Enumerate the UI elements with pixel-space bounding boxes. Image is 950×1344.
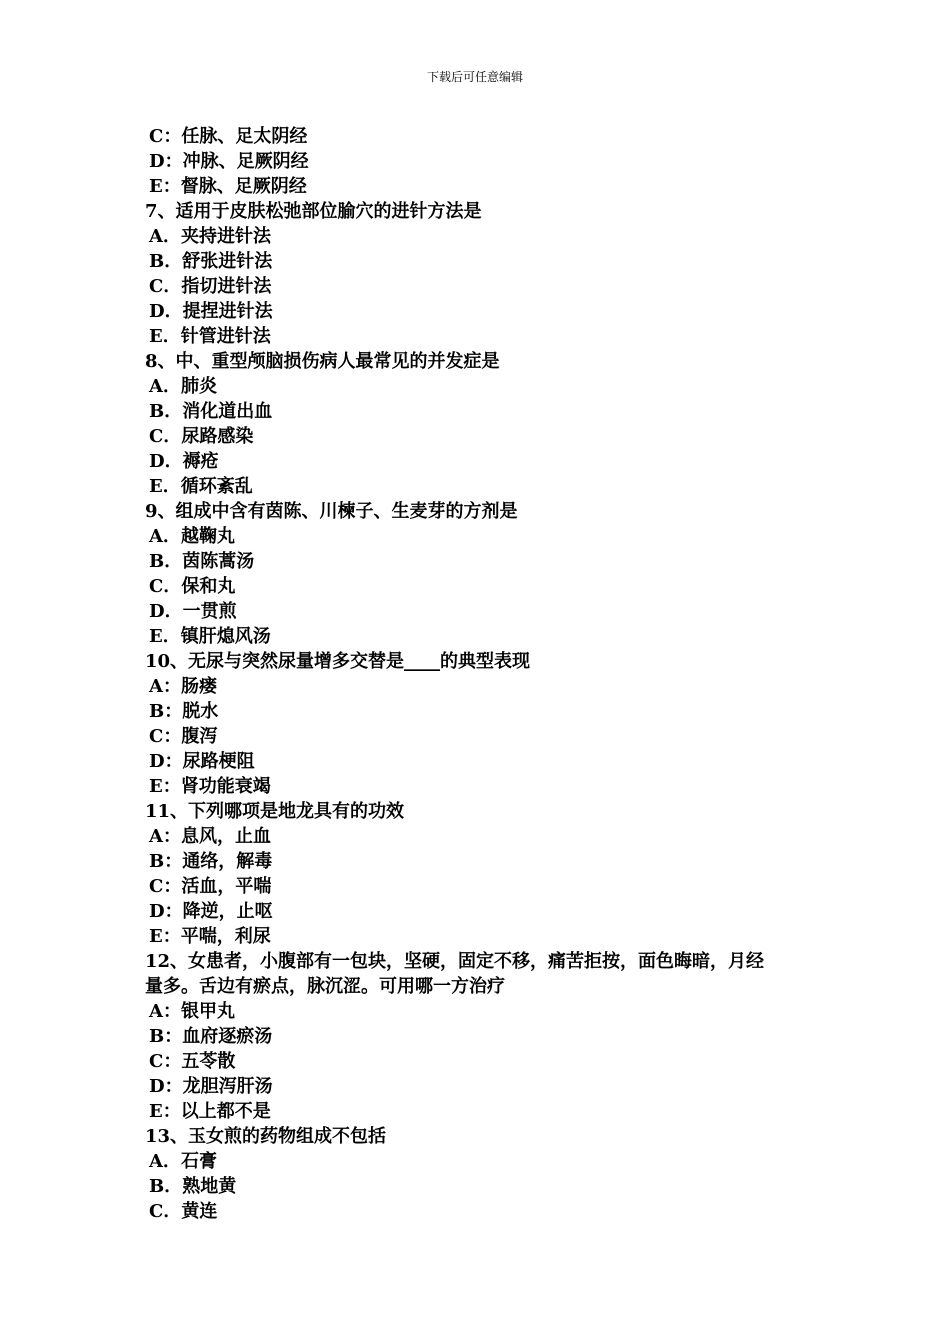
answer-option: A：银甲丸 [149,1001,235,1022]
answer-option: A．越鞠丸 [149,526,235,547]
question-text: 13、玉女煎的药物组成不包括 [145,1126,387,1147]
answer-option: E：平喘，利尿 [149,926,271,947]
answer-option: C．指切进针法 [149,276,272,297]
page-header: 下载后可任意编辑 [426,70,523,84]
answer-option: A：肠瘘 [149,676,217,697]
answer-option: B：血府逐瘀汤 [149,1026,273,1047]
question-text: 11、下列哪项是地龙具有的功效 [145,801,405,822]
answer-option: B．消化道出血 [149,401,273,422]
answer-option: D：冲脉、足厥阴经 [149,151,309,172]
answer-option: E．循环紊乱 [149,476,253,497]
answer-option: A．夹持进针法 [149,226,271,247]
answer-option: B．舒张进针法 [149,251,273,272]
question-text: 8、中、重型颅脑损伤病人最常见的并发症是 [145,351,500,372]
answer-option: E：以上都不是 [149,1101,271,1122]
answer-option: E．针管进针法 [149,326,271,347]
question-text: 10、无尿与突然尿量增多交替是____的典型表现 [145,651,531,672]
answer-option: E．镇肝熄风汤 [149,626,271,647]
answer-option: E：肾功能衰竭 [149,776,271,797]
answer-option: D．提捏进针法 [149,301,273,322]
answer-option: C．保和丸 [149,576,236,597]
question-text: 量多。舌边有瘀点，脉沉涩。可用哪一方治疗 [145,976,505,997]
answer-option: B．茵陈蒿汤 [149,551,255,572]
question-text: 9、组成中含有茵陈、川楝子、生麦芽的方剂是 [145,501,518,522]
answer-option: A．肺炎 [149,376,217,397]
answer-option: C：任脉、足太阴经 [149,126,308,147]
answer-option: D．一贯煎 [149,601,237,622]
answer-option: C．黄连 [149,1201,218,1222]
answer-option: C．尿路感染 [149,426,254,447]
answer-option: D：降逆，止呕 [149,901,273,922]
answer-option: B：通络，解毒 [149,851,273,872]
question-text: 12、女患者，小腹部有一包块，坚硬，固定不移，痛苦拒按，面色晦暗，月经 [145,951,765,972]
question-list [145,124,815,1224]
answer-option: D：龙胆泻肝汤 [149,1076,273,1097]
answer-option: C：活血，平喘 [149,876,272,897]
answer-option: B．熟地黄 [149,1176,237,1197]
answer-option: B：脱水 [149,701,219,722]
question-text: 7、适用于皮肤松弛部位腧穴的进针方法是 [145,201,482,222]
answer-option: E：督脉、足厥阴经 [149,176,307,197]
answer-option: C：腹泻 [149,726,218,747]
answer-option: C：五苓散 [149,1051,236,1072]
answer-option: D：尿路梗阻 [149,751,255,772]
answer-option: D．褥疮 [149,451,219,472]
answer-option: A．石膏 [149,1151,217,1172]
answer-option: A：息风，止血 [149,826,271,847]
